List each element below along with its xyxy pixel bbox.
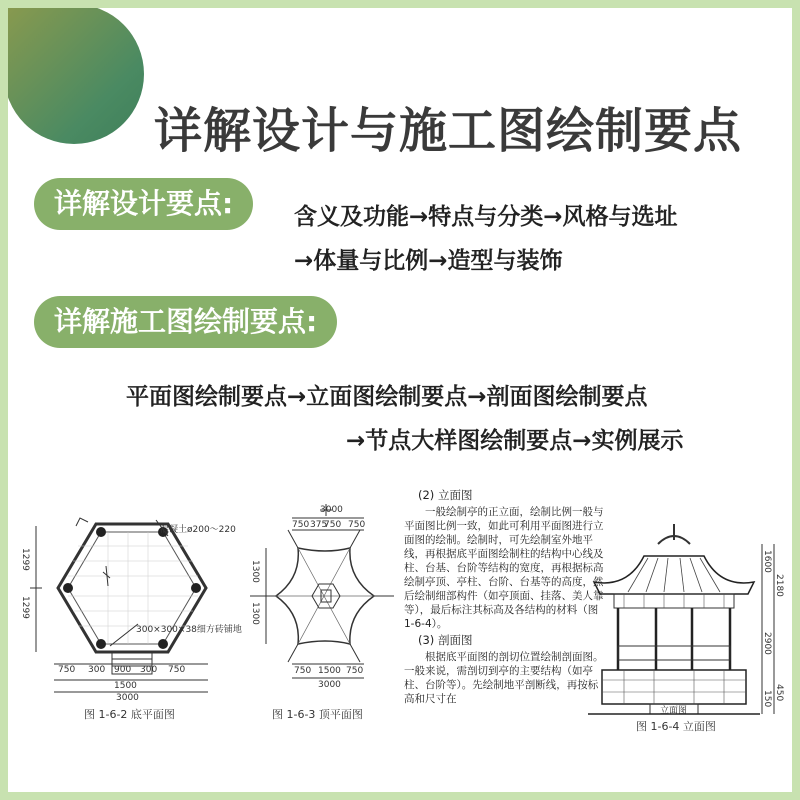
dim-label: 450 [774,684,784,702]
paragraph-elevation: 一般绘制亭的正立面，绘制比例一般与平面图比例一致，如此可利用平面图进行立面图的绘制。绘制时，可先绘制室外地平线，再根据底平面图绘制柱的结构中心线及柱、台基、台阶等结构的宽度，再根据标高绘制亭顶、亭柱、台阶、台基等的高度，然后绘制细部构件（如亭顶面、挂落、美人靠等），最后标注其标高及各结构的材料（图 1-6-4）。 [404,506,604,630]
dim-label: 300 [140,665,158,675]
dim-label: 1299 [20,548,30,571]
design-points-line-1: 含义及功能→特点与分类→风格与选址 [294,204,678,230]
design-section-label: 详解设计要点: [34,178,253,230]
dim-label: 900 [114,665,132,675]
dim-label: 2900 [762,632,772,655]
elevation-caption: 图 1-6-4 立面图 [636,720,716,733]
elevation-drawing [584,520,792,740]
dim-label: 1500 [114,681,137,691]
dim-label: 3000 [318,680,341,690]
dim-label: 1300 [250,602,260,625]
paragraph-section: 根据底平面图的剖切位置绘制剖面图。一般来说，需剖切到亭的主要结构（如亭柱、台阶等）。先绘制地平剖断线，再按标高和尺寸在 [404,651,604,705]
dim-label: 1500 [318,666,341,676]
dim-label: 750 [168,665,186,675]
dim-label: 375 [310,520,328,530]
dim-label: 3000 [320,505,343,515]
roof-plan-drawing [246,496,398,732]
page-frame [8,8,792,792]
dim-label: 300 [88,665,106,675]
dim-label: 750 [294,666,312,676]
dim-label: 1299 [20,596,30,619]
figure-text-column [404,486,604,706]
dim-label: 750 [292,520,310,530]
figure-elevation [584,520,792,740]
page-title: 详解设计与施工图绘制要点 [154,103,743,159]
decorative-circle [8,8,144,144]
figure-roof-plan [246,496,398,732]
dim-label: 750 [324,520,342,530]
section-heading-section: (3) 剖面图 [418,633,473,647]
construction-section-label: 详解施工图绘制要点: [34,296,337,348]
construction-points-line-1: 平面图绘制要点→立面图绘制要点→剖面图绘制要点 [126,384,648,410]
section-heading-elevation: (2) 立面图 [418,488,473,502]
dim-label: 750 [58,665,76,675]
roof-plan-caption: 图 1-6-3 顶平面图 [272,708,363,721]
figure-floor-plan [18,496,248,732]
dim-label: 750 [348,520,366,530]
floor-plan-note-bottom: 300×300×38细方砖铺地 [136,625,242,635]
dim-label: 2180 [774,574,784,597]
dim-label: 150 [762,690,772,708]
dim-label: 3000 [116,693,139,703]
dim-label: 1600 [762,550,772,573]
floor-plan-note-top: 混凝土ø200～220 [160,525,236,535]
dim-label: 750 [346,666,364,676]
dim-label: 1300 [250,560,260,583]
floor-plan-caption: 图 1-6-2 底平面图 [84,708,175,721]
elevation-ground-label: 立面图 [660,706,688,716]
construction-points-line-2: →节点大样图绘制要点→实例展示 [346,428,684,454]
design-points-line-2: →体量与比例→造型与装饰 [294,248,563,274]
